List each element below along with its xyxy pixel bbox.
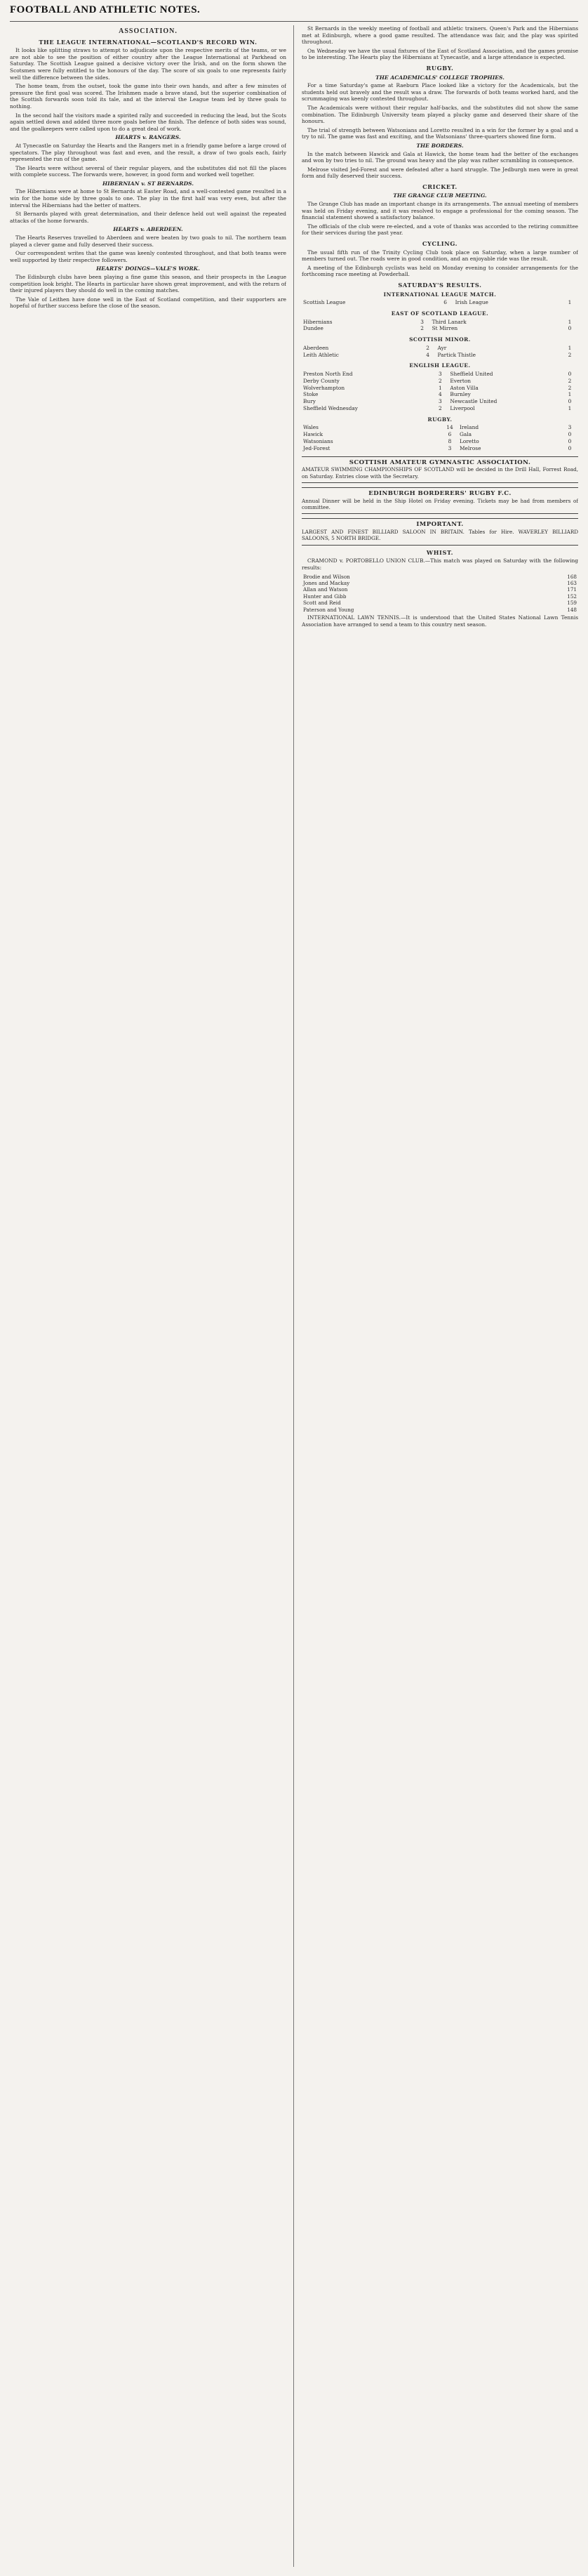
section-heading-results: SATURDAY'S RESULTS. bbox=[398, 282, 482, 289]
result-row bbox=[302, 352, 578, 359]
home-score: 3 bbox=[420, 318, 424, 325]
paragraph: Melrose visited Jed-Forest and were defeated after a hard struggle. The Jedburgh men were in great form and fully deserved their success. bbox=[302, 166, 578, 180]
home-score: 2 bbox=[439, 404, 442, 411]
away-score: 1 bbox=[568, 344, 572, 351]
result-row bbox=[302, 299, 578, 306]
home-score: 4 bbox=[439, 391, 442, 398]
away-team: Gala bbox=[459, 431, 472, 438]
result-row bbox=[302, 325, 578, 332]
away-team: Ireland bbox=[459, 424, 479, 431]
paragraph: At Tynecastle on Saturday the Hearts and the Rangers met in a friendly game before a large crowd of spectators. The play throughout was fast and even, and the result, a draw of two goals each, fairly represented the run of the game. bbox=[10, 142, 286, 163]
away-score: 0 bbox=[568, 325, 572, 332]
away-score: 0 bbox=[568, 370, 572, 377]
results-table bbox=[302, 424, 578, 451]
pair-score: 171 bbox=[567, 586, 577, 593]
paragraph: On Wednesday we have the usual fixtures of the East of Scotland Association, and the games promise to be interesting. The Hearts play the Hibernians at Tynecastle, and a large attendance is expected. bbox=[302, 47, 578, 61]
column-divider bbox=[293, 25, 294, 2567]
advertisement bbox=[302, 456, 578, 483]
away-team: Irish League bbox=[455, 299, 488, 306]
subheading: HEARTS' DOINGS—VALE'S WORK. bbox=[96, 265, 200, 272]
home-team: Sheffield Wednesday bbox=[303, 404, 358, 411]
ad-body: LARGEST AND FINEST BILLIARD SALOON IN BRITAIN. Tables for Hire. WAVERLEY BILLIARD SALOONS, 5 NORTH BRIDGE. bbox=[302, 528, 578, 542]
player-pair: Allan and Watson bbox=[303, 586, 348, 593]
result-row bbox=[302, 445, 578, 452]
article-headline: THE LEAGUE INTERNATIONAL—SCOTLAND'S RECORD WIN. bbox=[39, 38, 258, 46]
whist-row bbox=[302, 607, 578, 613]
away-team: Melrose bbox=[459, 444, 481, 451]
whist-row bbox=[302, 593, 578, 600]
result-row bbox=[302, 424, 578, 431]
advertisement bbox=[302, 487, 578, 514]
paragraph: Our correspondent writes that the game was keenly contested throughout, and that both teams were well supported by their respective followers. bbox=[10, 250, 286, 263]
away-score: 0 bbox=[568, 444, 572, 451]
paragraph: St Bernards in the weekly meeting of football and athletic trainers. Queen's Park and the Hibernians met at Edinburgh, where a good game resulted. The attendance was fair, and the play was spirited throughout. bbox=[302, 25, 578, 46]
player-pair: Scott and Reid bbox=[303, 600, 341, 607]
home-team: Aberdeen bbox=[303, 344, 329, 351]
paragraph: The Edinburgh clubs have been playing a fine game this season, and their prospects in the League competition look bright. The Hearts in particular have shown great improvement, and with the return of their injured players they should do well in the coming matches. bbox=[10, 274, 286, 294]
results-subheading: INTERNATIONAL LEAGUE MATCH. bbox=[383, 291, 497, 298]
away-score: 0 bbox=[568, 431, 572, 438]
paragraph: The usual fifth run of the Trinity Cycling Club took place on Saturday, when a large number of members turned out. The roads were in good condition, and an enjoyable ride was the result. bbox=[302, 249, 578, 263]
away-team: Burnley bbox=[450, 391, 471, 398]
away-team: Ayr bbox=[437, 344, 447, 351]
pair-score: 163 bbox=[567, 579, 577, 586]
paragraph: CRAMOND v. PORTOBELLO UNION CLUB.—This match was played on Saturday with the following results: bbox=[302, 557, 578, 571]
whist-scores-table bbox=[302, 574, 578, 613]
away-team: Aston Villa bbox=[450, 384, 479, 391]
home-score: 6 bbox=[443, 299, 447, 306]
home-score: 3 bbox=[448, 444, 452, 451]
home-score: 2 bbox=[426, 344, 429, 351]
away-score: 2 bbox=[568, 351, 572, 358]
paragraph: In the match between Hawick and Gala at Hawick, the home team had the better of the exchanges and won by two tries to nil. The ground was heavy and the play was rather scrambling in consequence. bbox=[302, 150, 578, 164]
away-score: 2 bbox=[568, 384, 572, 391]
paragraph: The Hibernians were at home to St Bernards at Easter Road, and a well-contested game resulted in a win for the home side by three goals to one. The play in the first half was very even, but after the interval the Hibernians had the better of matters. bbox=[10, 188, 286, 209]
paragraph: For a time Saturday's game at Raeburn Place looked like a victory for the Academicals, but the students held out bravely and the result was a draw. The forwards of both teams worked hard, and the scrummaging was keenly contested throughout. bbox=[302, 82, 578, 103]
home-team: Stoke bbox=[303, 391, 319, 398]
pair-score: 159 bbox=[567, 600, 577, 607]
result-row bbox=[302, 378, 578, 385]
home-team: Wolverhampton bbox=[303, 384, 345, 391]
subheading: THE ACADEMICALS' COLLEGE TROPHIES. bbox=[375, 74, 505, 81]
result-row bbox=[302, 398, 578, 405]
paragraph: The Academicals were without their regular half-backs, and the substitutes did not show the same combination. The Edinburgh University team played a plucky game and deserved their share of the honours. bbox=[302, 104, 578, 125]
subheading: HEARTS v. ABERDEEN. bbox=[113, 226, 183, 233]
home-score: 14 bbox=[446, 424, 453, 431]
home-team: Preston North End bbox=[303, 370, 353, 377]
away-score: 0 bbox=[568, 437, 572, 444]
section-heading-cricket: CRICKET. bbox=[422, 183, 457, 190]
home-team: Hawick bbox=[303, 431, 323, 438]
result-row bbox=[302, 319, 578, 326]
subheading: HIBERNIAN v. ST BERNARDS. bbox=[102, 180, 194, 187]
home-team: Derby County bbox=[303, 377, 340, 384]
paragraph: The Hearts were without several of their regular players, and the substitutes did not fill the places with complete success. The forwards were, however, in good form and worked well together. bbox=[10, 164, 286, 178]
paragraph: The home team, from the outset, took the game into their own hands, and after a few minutes of pressure the first goal was scored. The Irishmen made a brave stand, but the superior combination of the Scottish forwards soon told its tale, and at the interval the League team led by three goals to nothing. bbox=[10, 83, 286, 110]
away-score: 3 bbox=[568, 424, 572, 431]
home-score: 3 bbox=[439, 398, 442, 405]
result-row bbox=[302, 431, 578, 438]
result-row bbox=[302, 438, 578, 445]
away-score: 2 bbox=[568, 377, 572, 384]
paragraph: A meeting of the Edinburgh cyclists was held on Monday evening to consider arrangements for the forthcoming race meeting at Powderhall. bbox=[302, 264, 578, 278]
whist-row bbox=[302, 580, 578, 586]
home-score: 2 bbox=[420, 325, 424, 332]
home-score: 2 bbox=[439, 377, 442, 384]
away-team: Everton bbox=[450, 377, 472, 384]
away-team: Newcastle United bbox=[450, 398, 497, 405]
away-score: 0 bbox=[568, 398, 572, 405]
paragraph: The Hearts Reserves travelled to Aberdeen and were beaten by two goals to nil. The northern team played a clever game and fully deserved their success. bbox=[10, 235, 286, 248]
advertisement bbox=[302, 518, 578, 545]
ad-body: Annual Dinner will be held in the Ship Hotel on Friday evening. Tickets may be had from members of committee. bbox=[302, 497, 578, 510]
masthead bbox=[10, 4, 578, 22]
home-team: Wales bbox=[303, 424, 319, 431]
results-table bbox=[302, 319, 578, 333]
results-table bbox=[302, 345, 578, 359]
player-pair: Brodie and Wilson bbox=[303, 573, 350, 580]
home-team: Scottish League bbox=[303, 299, 346, 306]
home-score: 8 bbox=[448, 437, 452, 444]
away-team: Sheffield United bbox=[450, 370, 493, 377]
away-team: Loretto bbox=[459, 437, 479, 444]
away-score: 1 bbox=[568, 318, 572, 325]
home-team: Leith Athletic bbox=[303, 351, 339, 358]
home-team: Bury bbox=[303, 398, 316, 405]
away-score: 1 bbox=[568, 391, 572, 398]
home-team: Jed-Forest bbox=[303, 444, 330, 451]
home-score: 3 bbox=[439, 370, 442, 377]
ad-heading: SCOTTISH AMATEUR GYMNASTIC ASSOCIATION. bbox=[349, 458, 531, 466]
ad-heading: IMPORTANT. bbox=[416, 521, 464, 529]
result-row bbox=[302, 345, 578, 352]
paragraph: INTERNATIONAL LAWN TENNIS.—It is understood that the United States National Lawn Tennis Association have arranged to send a team to this country next season. bbox=[302, 614, 578, 628]
results-subheading: SCOTTISH MINOR. bbox=[409, 336, 471, 343]
away-score: 1 bbox=[568, 299, 572, 306]
section-heading-rugby: RUGBY. bbox=[426, 64, 454, 72]
ad-heading: EDINBURGH BORDERERS' RUGBY F.C. bbox=[368, 489, 512, 497]
result-row bbox=[302, 385, 578, 392]
pair-score: 168 bbox=[567, 573, 577, 580]
results-subheading: ENGLISH LEAGUE. bbox=[409, 362, 471, 369]
results-table bbox=[302, 299, 578, 306]
result-row bbox=[302, 371, 578, 378]
away-team: St Mirren bbox=[432, 325, 458, 332]
home-score: 1 bbox=[439, 384, 442, 391]
section-heading-cycling: CYCLING. bbox=[422, 240, 458, 248]
result-row bbox=[302, 405, 578, 412]
results-table bbox=[302, 371, 578, 412]
player-pair: Hunter and Gibb bbox=[303, 593, 347, 600]
paragraph: The officials of the club were re-elected, and a vote of thanks was accorded to the retiring committee for their services during the past year. bbox=[302, 223, 578, 237]
results-subheading: RUGBY. bbox=[427, 416, 453, 423]
page-title: FOOTBALL AND ATHLETIC NOTES. bbox=[10, 4, 201, 15]
subheading: HEARTS v. RANGERS. bbox=[115, 134, 181, 141]
home-score: 6 bbox=[448, 431, 452, 438]
home-score: 4 bbox=[426, 351, 429, 358]
whist-row bbox=[302, 586, 578, 593]
paragraph: It looks like splitting straws to attempt to adjudicate upon the respective merits of the teams, or we are not able to see the position of either country after the League International at Parkhead on Saturday. The Scottish League gained a decisive victory over the Irish, and on the form shown the Scotsmen were fully entitled to the honours of the day. The score of six goals to one represents fairly well the difference between the sides. bbox=[10, 47, 286, 81]
result-row bbox=[302, 391, 578, 398]
player-pair: Paterson and Young bbox=[303, 606, 354, 613]
subheading: THE GRANGE CLUB MEETING. bbox=[393, 192, 487, 199]
paragraph: St Bernards played with great determination, and their defence held out well against the repeated attacks of the home forwards. bbox=[10, 211, 286, 224]
paragraph: The trial of strength between Watsonians and Loretto resulted in a win for the former by a goal and a try to nil. The game was fast and exciting, and the Watsonians' three-quarters showed fine form. bbox=[302, 126, 578, 140]
left-column bbox=[10, 25, 286, 2567]
away-team: Partick Thistle bbox=[437, 351, 476, 358]
paragraph: The Grange Club has made an important change in its arrangements. The annual meeting of members was held on Friday evening, and it was resolved to engage a professional for the coming season. The financial statement showed a satisfactory balance. bbox=[302, 201, 578, 221]
paragraph: In the second half the visitors made a spirited rally and succeeded in reducing the lead, but the Scots again settled down and added three more goals before the finish. The defence of both sides was sound, and the goalkeepers were called upon to do a great deal of work. bbox=[10, 112, 286, 132]
whist-row bbox=[302, 574, 578, 580]
results-subheading: EAST OF SCOTLAND LEAGUE. bbox=[391, 310, 489, 317]
ad-body: AMATEUR SWIMMING CHAMPIONSHIPS OF SCOTLAND will be decided in the Drill Hall, Forrest Road, on Saturday. Entries close with the Secretary. bbox=[302, 466, 578, 480]
pair-score: 152 bbox=[567, 593, 577, 600]
away-team: Third Lanark bbox=[432, 318, 467, 325]
home-team: Dundee bbox=[303, 325, 323, 332]
section-heading-association: ASSOCIATION. bbox=[119, 27, 178, 35]
whist-row bbox=[302, 600, 578, 606]
right-column bbox=[302, 25, 578, 2567]
section-heading-whist: WHIST. bbox=[426, 548, 454, 556]
pair-score: 148 bbox=[567, 606, 577, 613]
paragraph: The Vale of Leithen have done well in the East of Scotland competition, and their supporters are hopeful of further success before the close of the season. bbox=[10, 296, 286, 310]
home-team: Watsonians bbox=[303, 437, 333, 444]
player-pair: Jones and Mackay bbox=[303, 579, 350, 586]
away-team: Liverpool bbox=[450, 404, 475, 411]
home-team: Hibernians bbox=[303, 318, 333, 325]
away-score: 1 bbox=[568, 404, 572, 411]
subheading: THE BORDERS. bbox=[416, 142, 464, 149]
